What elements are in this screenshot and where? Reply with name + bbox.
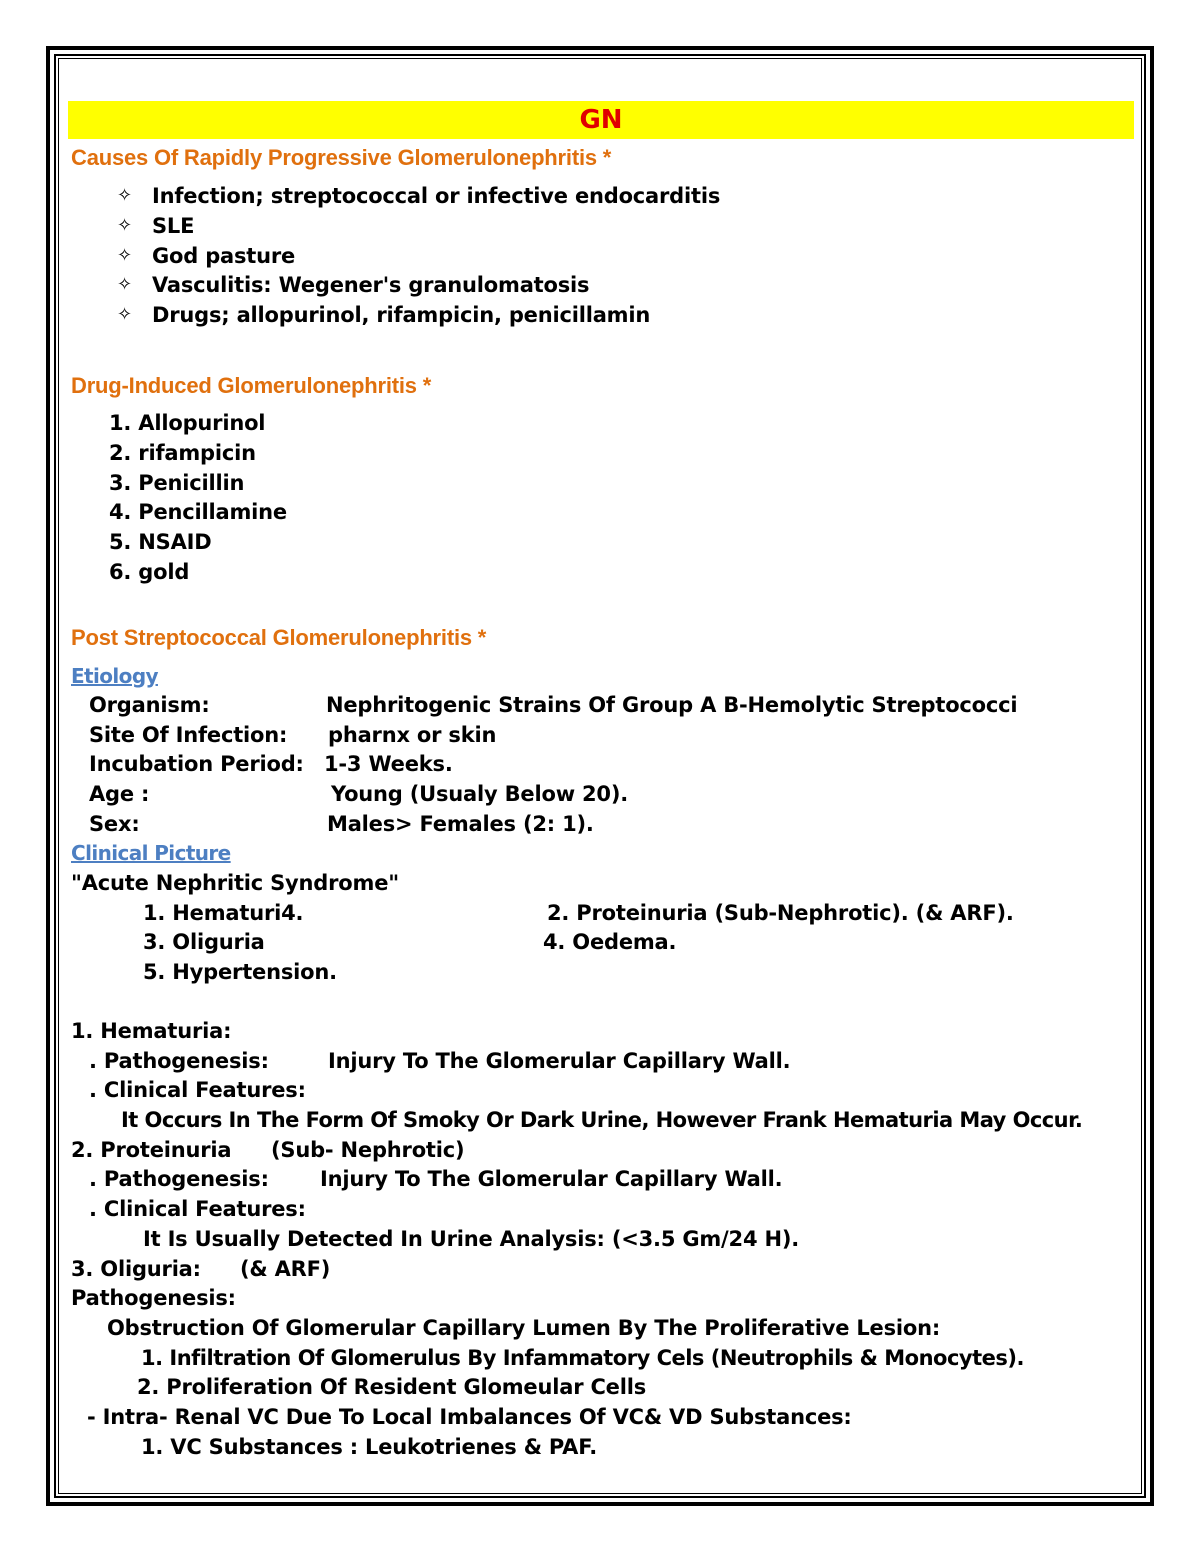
etiology-value: Males> Females (2: 1).: [327, 812, 594, 836]
drug-gn-item: 5. NSAID: [109, 530, 212, 554]
hematuria-clin-label: . Clinical Features:: [89, 1078, 306, 1102]
pathogenesis-title: Pathogenesis:: [71, 1286, 236, 1310]
etiology-value: Young (Usualy Below 20).: [331, 782, 629, 806]
title-bar: [68, 101, 1134, 139]
drug-gn-item: 3. Penicillin: [109, 471, 245, 495]
vc-substance-item: 1. VC Substances : Leukotrienes & PAF.: [141, 1435, 598, 1459]
diamond-bullet-icon: ✧: [117, 185, 133, 206]
drug-gn-item: 2. rifampicin: [109, 441, 256, 465]
psgn-heading: Post Streptococcal Glomerulonephritis *: [71, 625, 487, 650]
rpgn-item: Infection; streptococcal or infective endocarditis: [152, 184, 721, 208]
obstruction-item: 1. Infiltration Of Glomerulus By Infammatory Cels (Neutrophils & Monocytes).: [141, 1346, 1024, 1370]
hematuria-clin-value: It Occurs In The Form Of Smoky Or Dark Urine, However Frank Hematuria May Occur.: [121, 1108, 1083, 1132]
proteinuria-clin-label: . Clinical Features:: [89, 1197, 306, 1221]
diamond-bullet-icon: ✧: [117, 274, 133, 295]
diamond-bullet-icon: ✧: [117, 215, 133, 236]
clinical-feature: 1. Hematuri4.: [143, 901, 304, 925]
clinical-feature: 4. Oedema.: [543, 930, 677, 954]
etiology-subheading: Etiology: [71, 664, 158, 688]
hematuria-patho-label: . Pathogenesis:: [89, 1049, 269, 1073]
etiology-value: Nephritogenic Strains Of Group A B-Hemolytic Streptococci: [326, 693, 1018, 717]
rpgn-item: Drugs; allopurinol, rifampicin, penicillamin: [152, 303, 651, 327]
diamond-bullet-icon: ✧: [117, 245, 133, 266]
hematuria-patho-value: Injury To The Glomerular Capillary Wall.: [328, 1049, 791, 1073]
oliguria-title: 3. Oliguria:: [71, 1257, 201, 1281]
proteinuria-patho-value: Injury To The Glomerular Capillary Wall.: [320, 1167, 783, 1191]
rpgn-item: Vasculitis: Wegener's granulomatosis: [152, 273, 590, 297]
proteinuria-clin-value: It Is Usually Detected In Urine Analysis: (<3.5 Gm/24 H).: [143, 1227, 800, 1251]
rpgn-item: SLE: [152, 214, 195, 238]
syndrome-title: "Acute Nephritic Syndrome": [71, 871, 399, 895]
etiology-value: pharnx or skin: [328, 723, 497, 747]
clinical-picture-subheading: Clinical Picture: [71, 841, 231, 865]
rpgn-item: God pasture: [152, 244, 296, 268]
drug-gn-item: 1. Allopurinol: [109, 411, 266, 435]
clinical-feature: 3. Oliguria: [143, 930, 265, 954]
etiology-value: 1-3 Weeks.: [324, 752, 453, 776]
clinical-feature: 2. Proteinuria (Sub-Nephrotic). (& ARF).: [547, 901, 1014, 925]
oliguria-note: (& ARF): [240, 1257, 331, 1281]
obstruction-text: Obstruction Of Glomerular Capillary Lumen By The Proliferative Lesion:: [107, 1316, 941, 1340]
rpgn-heading: Causes Of Rapidly Progressive Glomerulonephritis *: [71, 145, 612, 170]
drug-gn-item: 4. Pencillamine: [109, 500, 287, 524]
clinical-feature: 5. Hypertension.: [143, 960, 337, 984]
etiology-label: Site Of Infection:: [89, 723, 288, 747]
etiology-label: Age :: [89, 782, 150, 806]
etiology-label: Incubation Period:: [89, 752, 304, 776]
proteinuria-title: 2. Proteinuria: [71, 1138, 232, 1162]
drug-gn-heading: Drug-Induced Glomerulonephritis *: [71, 373, 432, 398]
hematuria-title: 1. Hematuria:: [71, 1019, 232, 1043]
diamond-bullet-icon: ✧: [117, 304, 133, 325]
intrarenal-text: - Intra- Renal VC Due To Local Imbalances Of VC& VD Substances:: [87, 1405, 852, 1429]
drug-gn-item: 6. gold: [109, 560, 190, 584]
proteinuria-patho-label: . Pathogenesis:: [89, 1167, 269, 1191]
obstruction-item: 2. Proliferation Of Resident Glomeular Cells: [137, 1375, 647, 1399]
page-title: GN: [579, 105, 623, 135]
etiology-label: Sex:: [89, 812, 140, 836]
proteinuria-note: (Sub- Nephrotic): [271, 1138, 465, 1162]
etiology-label: Organism:: [89, 693, 210, 717]
